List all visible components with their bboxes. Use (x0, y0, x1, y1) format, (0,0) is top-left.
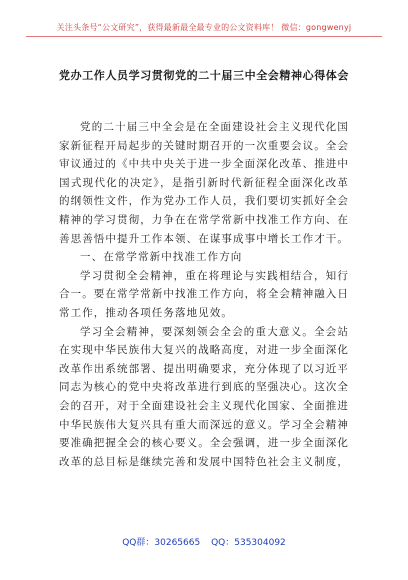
footer-qq-number: QQ：535304092 (211, 538, 286, 548)
header-banner: 关注头条号“公文研究”，获得最新最全最专业的公文资料库！ 微信：gongwenyj (56, 23, 352, 32)
footer-qq-group: QQ群：30265665 (122, 538, 201, 548)
body-paragraph-intro: 党的二十届三中全会是在全面建设社会主义现代化国家新征程开局起步的关键时期召开的一次重要会议。全会审议通过的《中共中央关于进一步全面深化改革、推进中国式现代化的决定》，是指引新时代新征程全面深化改革的纲领性文件，作为党办工作人员，我们要切实抓好全会精神的学习贯彻，力争在在常学常新中找准工作方向、在善思善悟中提升工作本领、在谋事成事中增长工作才干。 (59, 121, 349, 245)
document-body (59, 118, 349, 471)
footer-contact (0, 535, 408, 548)
body-paragraph-3: 学习全会精神，要深刻领会全会的重大意义。全会站在实现中华民族伟大复兴的战略高度，对进一步全面深化改革作出系统部署、提出明确要求，充分体现了以习近平同志为核心的党中央将改革进行到底的坚强决心。这次全会的召开，对于全面建设社会主义现代化国家、全面推进中华民族伟大复兴具有重大而深远的意义。学习全会精神要准确把握全会的核心要义。全会强调，进一步全面深化改革的总目标是继续完善和发展中国特色社会主义制度， (59, 325, 349, 468)
document-title: 党办工作人员学习贯彻党的二十届三中全会精神心得体会 (59, 69, 349, 82)
section-heading-1: 一、在常学常新中找准工作方向 (80, 251, 243, 264)
body-paragraph-2: 学习贯彻全会精神，重在将理论与实践相结合，知行合一。要在常学常新中找准工作方向，将全会精神融入日常工作，推动各项任务落地见效。 (59, 269, 349, 319)
header-divider (26, 36, 382, 37)
